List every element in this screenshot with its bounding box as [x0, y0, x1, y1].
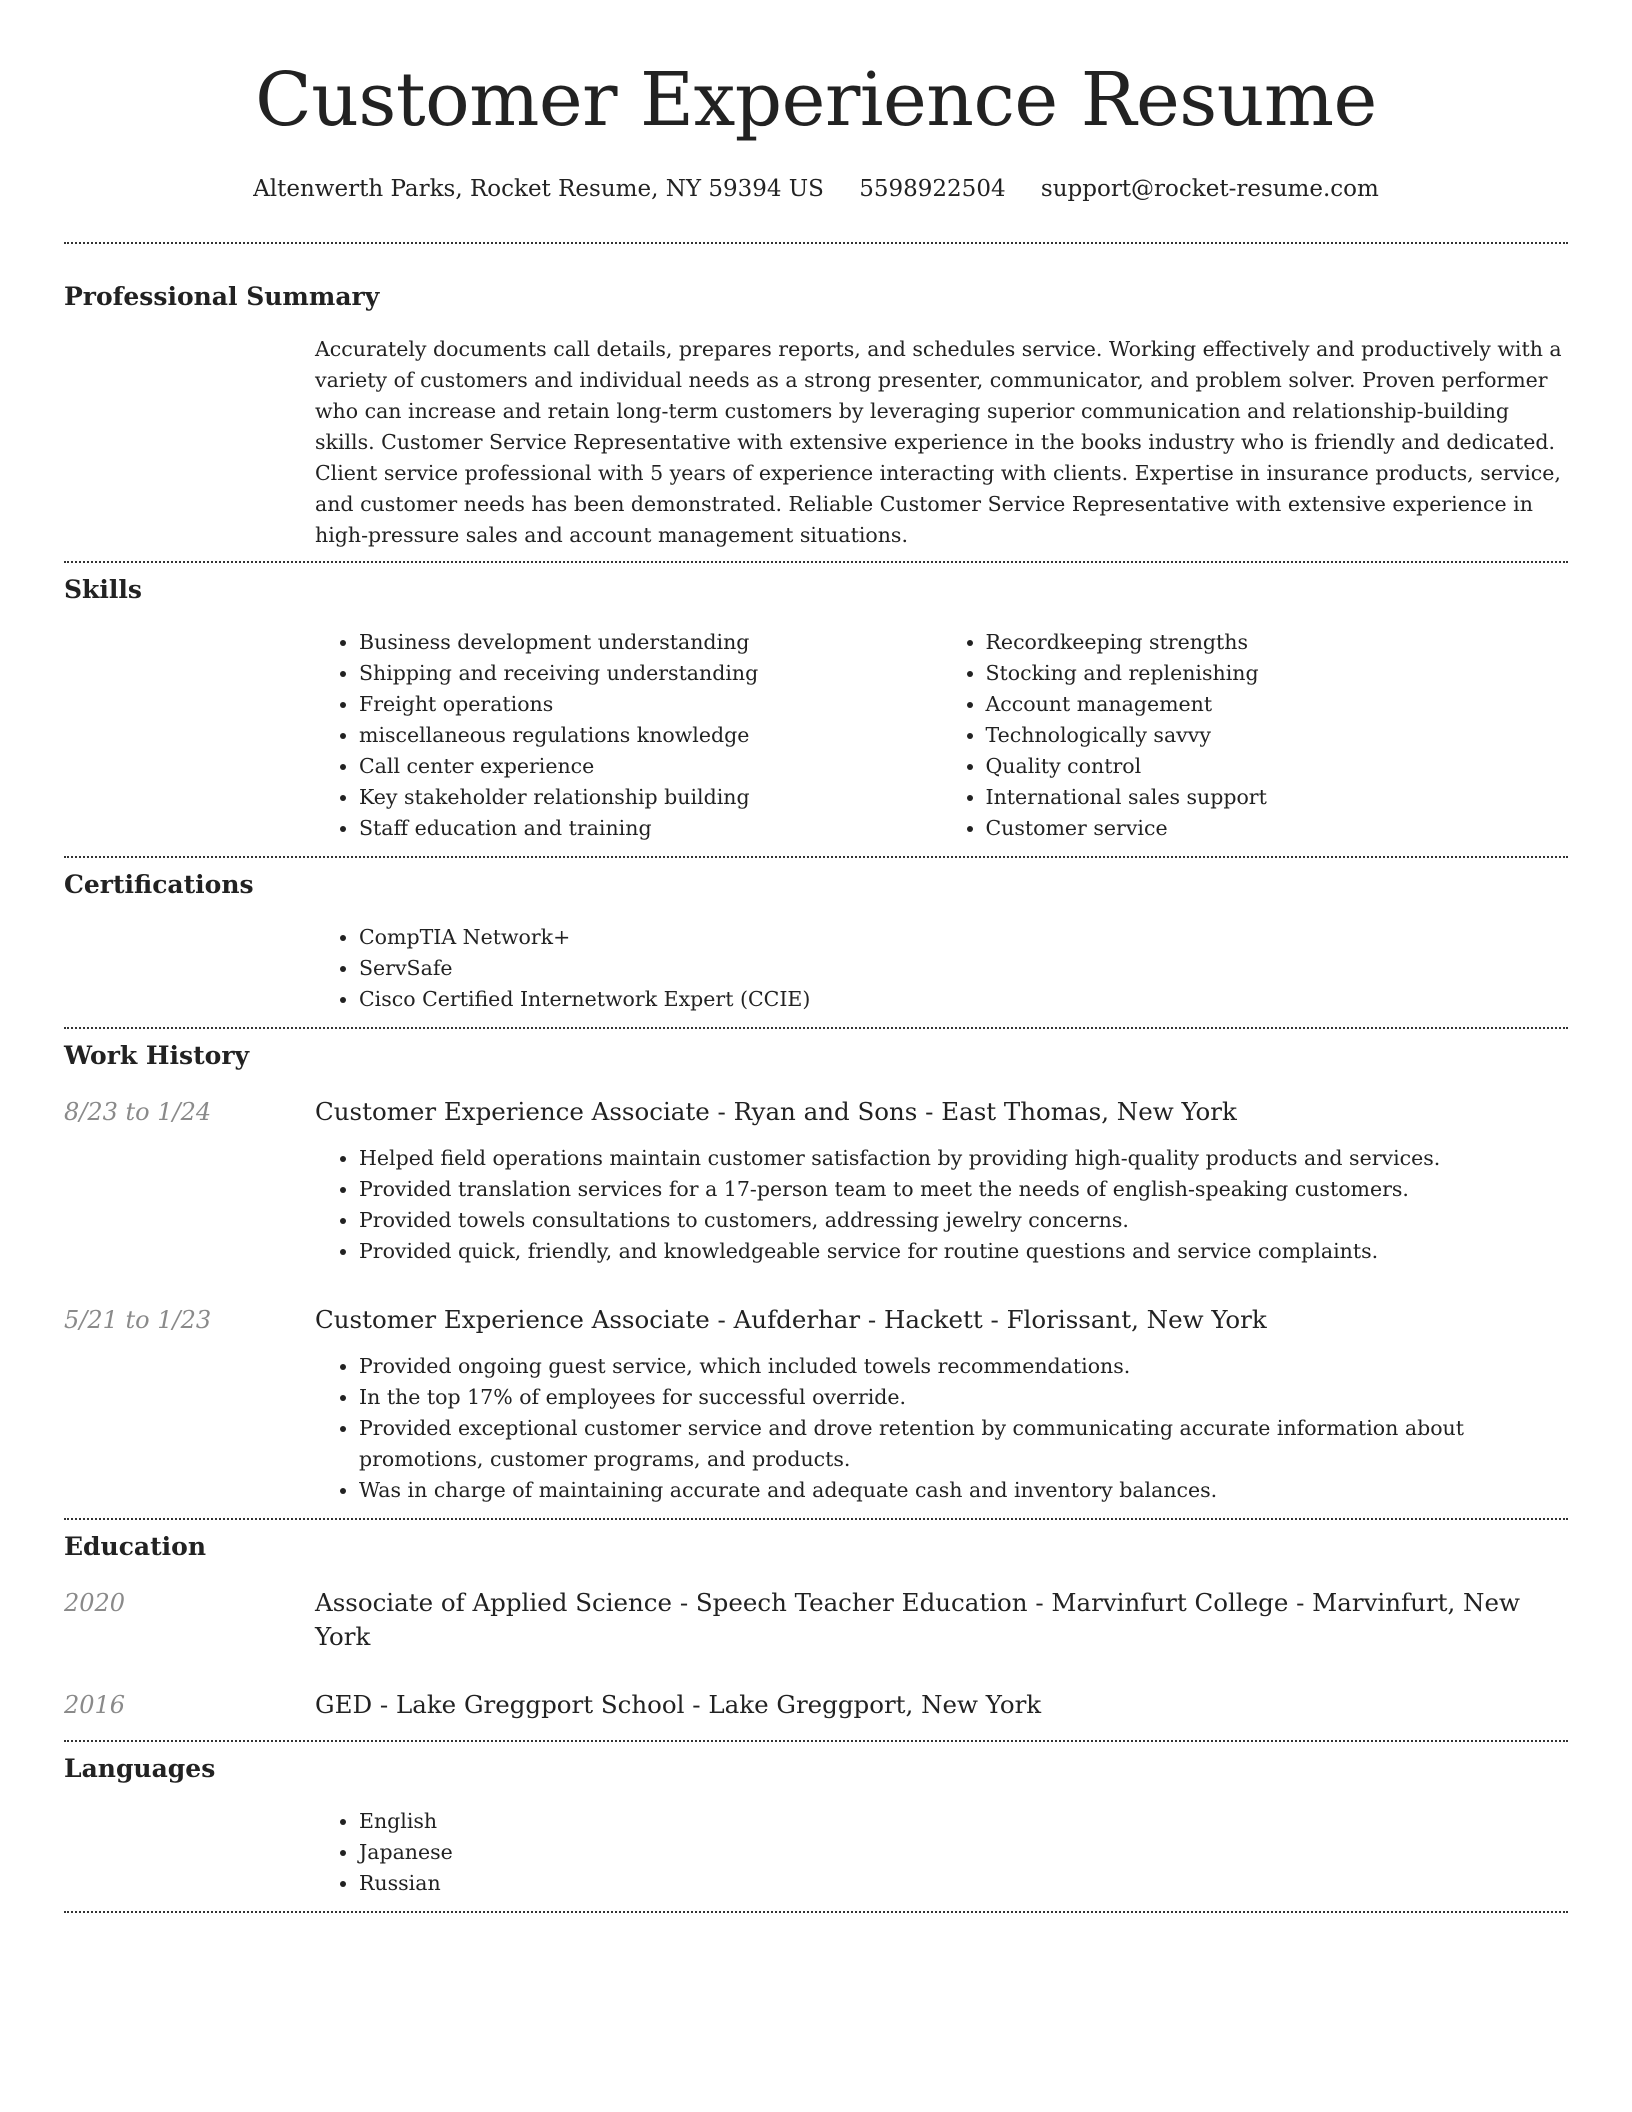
job-heading: Customer Experience Associate - Ryan and Sons - East Thomas, New York: [315, 1097, 1237, 1126]
language-item: • Japanese: [359, 1837, 1568, 1868]
skill-item: • Account management: [986, 689, 1569, 720]
job-bullet: • Provided quick, friendly, and knowledgeable service for routine questions and service complaints.: [359, 1236, 1568, 1267]
skills-section: [64, 563, 1568, 844]
job-heading: Customer Experience Associate - Aufderhar - Hackett - Florissant, New York: [315, 1305, 1267, 1334]
certification-item: • CompTIA Network+: [359, 922, 1568, 953]
skill-item: • Staff education and training: [359, 813, 942, 844]
job-bullet: • Was in charge of maintaining accurate and adequate cash and inventory balances.: [359, 1475, 1568, 1506]
contact-phone: 5598922504: [859, 176, 1006, 202]
skill-item: • Key stakeholder relationship building: [359, 782, 942, 813]
work-section: [64, 1029, 1568, 1506]
contact-email: support@rocket-resume.com: [1040, 176, 1379, 202]
skills-grid: [315, 627, 1568, 844]
certification-item: • Cisco Certified Internetwork Expert (CCIE): [359, 984, 1568, 1015]
skill-item: • Quality control: [986, 751, 1569, 782]
skill-item: • Business development understanding: [359, 627, 942, 658]
job-dates: 8/23 to 1/24: [64, 1098, 212, 1126]
job-bullets: [315, 1143, 1568, 1267]
job-bullet: • Provided towels consultations to customers, addressing jewelry concerns.: [359, 1205, 1568, 1236]
summary-text: Accurately documents call details, prepares reports, and schedules service. Working effectively and productively with a variety of customers and individual needs as a strong presenter, communicator, and problem solver. Proven performer who can increase and retain long-term customers by leveraging superior communication and relationship-building skills. Customer Service Representative with extensive experience in the books industry who is friendly and dedicated. Client service professional with 5 years of experience interacting with clients. Expertise in insurance products, service, and customer needs has been demonstrated. Reliable Customer Service Representative with extensive experience in high-pressure sales and account management situations.: [315, 337, 1562, 547]
section-title-summary: Professional Summary: [64, 282, 380, 311]
section-title-skills: Skills: [64, 575, 142, 604]
education-section: [64, 1520, 1568, 1722]
languages-section: [64, 1742, 1568, 1899]
section-title-work: Work History: [64, 1041, 250, 1070]
language-item: • Russian: [359, 1868, 1568, 1899]
certification-item: • ServSafe: [359, 953, 1568, 984]
education-year: 2016: [64, 1691, 126, 1719]
education-entry: [64, 1586, 1568, 1654]
skills-list-left: [315, 627, 942, 844]
job-bullet: • Provided exceptional customer service and drove retention by communicating accurate information about promotions, customer programs, and products.: [359, 1413, 1568, 1475]
job-bullet: • Provided ongoing guest service, which included towels recommendations.: [359, 1351, 1568, 1382]
skill-item: • Call center experience: [359, 751, 942, 782]
certifications-list: [315, 922, 1568, 1015]
divider: [64, 1911, 1568, 1913]
skill-item: • Freight operations: [359, 689, 942, 720]
job-bullet: • Provided translation services for a 17-person team to meet the needs of english-speaking customers.: [359, 1174, 1568, 1205]
certifications-section: [64, 858, 1568, 1015]
skill-item: • miscellaneous regulations knowledge: [359, 720, 942, 751]
job-header: [64, 1095, 1568, 1129]
language-item: • English: [359, 1806, 1568, 1837]
job-bullets: [315, 1351, 1568, 1506]
job-bullet: • In the top 17% of employees for successful override.: [359, 1382, 1568, 1413]
resume-page: [64, 0, 1568, 1913]
summary-section: [64, 244, 1568, 551]
contact-address: Altenwerth Parks, Rocket Resume, NY 59394 US: [253, 176, 824, 202]
section-title-certifications: Certifications: [64, 870, 254, 899]
skill-item: • Shipping and receiving understanding: [359, 658, 942, 689]
job-header: [64, 1303, 1568, 1337]
skill-item: • International sales support: [986, 782, 1569, 813]
education-year: 2020: [64, 1589, 126, 1617]
skill-item: • Stocking and replenishing: [986, 658, 1569, 689]
skill-item: • Technologically savvy: [986, 720, 1569, 751]
job-bullet: • Helped field operations maintain customer satisfaction by providing high-quality products and services.: [359, 1143, 1568, 1174]
contact-line: [64, 172, 1568, 206]
job-entry: [64, 1095, 1568, 1267]
skill-item: • Recordkeeping strengths: [986, 627, 1569, 658]
job-entry: [64, 1303, 1568, 1506]
skill-item: • Customer service: [986, 813, 1569, 844]
skills-list-right: [942, 627, 1569, 844]
education-heading: GED - Lake Greggport School - Lake Greggport, New York: [315, 1690, 1042, 1719]
education-entry: [64, 1688, 1568, 1722]
resume-title: Customer Experience Resume: [255, 57, 1377, 143]
section-title-languages: Languages: [64, 1754, 216, 1783]
job-dates: 5/21 to 1/23: [64, 1306, 212, 1334]
languages-list: [315, 1806, 1568, 1899]
section-title-education: Education: [64, 1532, 207, 1561]
education-heading: Associate of Applied Science - Speech Teacher Education - Marvinfurt College - Marvinfurt, New York: [315, 1588, 1520, 1651]
